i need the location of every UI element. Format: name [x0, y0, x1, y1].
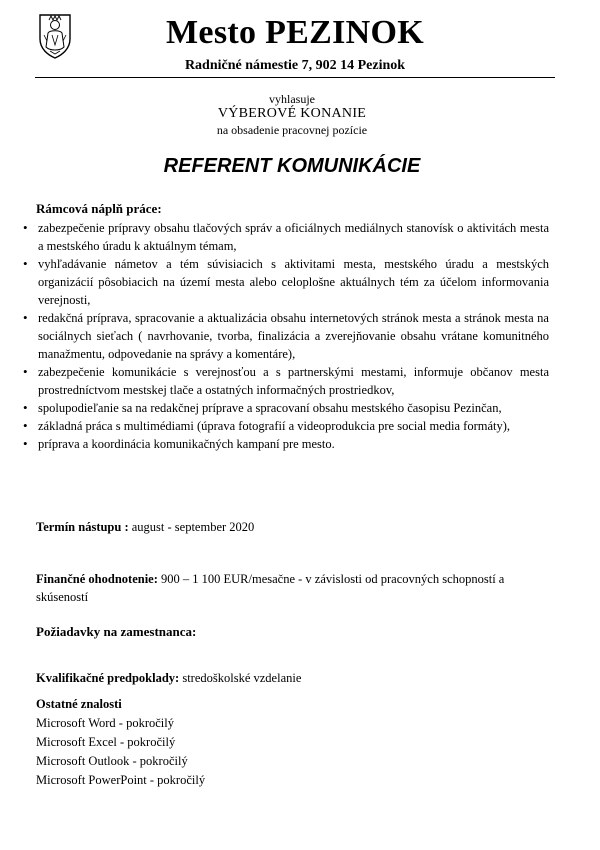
qualification-value: stredoškolské vzdelanie — [182, 671, 302, 685]
other-skills — [36, 695, 205, 790]
contest-purpose: na obsadenie pracovnej pozície — [216, 123, 368, 137]
list-item: • redakčná príprava, spracovanie a aktualizácia obsahu internetových stránok mesta a stránok mesta na sociálnych sieťach ( navrhovanie, tvorba, finalizácia a zverejňovanie obsahu vrátane komunitného manažmentu, odpovedanie na správy a komentáre), — [20, 309, 549, 363]
duties-list — [20, 219, 549, 453]
start-date-value: august - september 2020 — [131, 520, 255, 534]
position-title: REFERENT KOMUNIKÁCIE — [163, 155, 421, 177]
contest-title: VÝBEROVÉ KONANIE — [217, 106, 367, 121]
qualification-row — [36, 669, 551, 687]
list-item: • základná práca s multimédiami (úprava fotografií a videoprodukcia pre social media formáty), — [20, 417, 549, 435]
header-divider — [35, 77, 555, 78]
list-item: • zabezpečenie komunikácie s verejnosťou a s partnerskými mestami, informuje občanov mesta prostredníctvom mestskej tlače a ostatných informačných prostriedkov, — [20, 363, 549, 399]
city-name: Mesto PEZINOK — [166, 14, 424, 51]
requirements-heading: Požiadavky na zamestnanca: — [36, 624, 197, 639]
other-skills-heading: Ostatné znalosti — [36, 697, 122, 711]
city-crest-icon — [38, 13, 72, 59]
qualification-label: Kvalifikačné predpoklady: — [36, 671, 180, 685]
announces-text: vyhlasuje — [269, 92, 315, 106]
list-item: • spolupodieľanie sa na redakčnej príprave a spracovaní obsahu mestského časopisu Pezinčan, — [20, 399, 549, 417]
salary-value: 900 – 1 100 EUR/mesačne - v závislosti od pracovných schopností a skúseností — [36, 572, 505, 604]
list-item: • príprava a koordinácia komunikačných kampaní pre mesto. — [20, 435, 549, 453]
list-item: • vyhľadávanie námetov a tém súvisiacich s aktivitami mesta, mestského úradu a mestských organizácií pôsobiacich na území mesta alebo celoplošne aktuálnych tém za účelom informovania verejnosti, — [20, 255, 549, 309]
list-item: Microsoft PowerPoint - pokročilý — [36, 773, 206, 787]
start-date-row — [36, 518, 551, 536]
list-item: Microsoft Excel - pokročilý — [36, 735, 176, 749]
list-item: • zabezpečenie prípravy obsahu tlačových správ a oficiálnych mediálnych stanovísk o aktivitách mesta a mestského úradu k aktuálnym témam, — [20, 219, 549, 255]
list-item: Microsoft Word - pokročilý — [36, 716, 174, 730]
salary-row — [36, 570, 551, 606]
duties-heading: Rámcová náplň práce: — [36, 201, 162, 216]
salary-label: Finančné ohodnotenie: — [36, 572, 158, 586]
start-date-label: Termín nástupu : — [36, 520, 129, 534]
list-item: Microsoft Outlook - pokročilý — [36, 754, 188, 768]
city-address: Radničné námestie 7, 902 14 Pezinok — [184, 58, 406, 73]
